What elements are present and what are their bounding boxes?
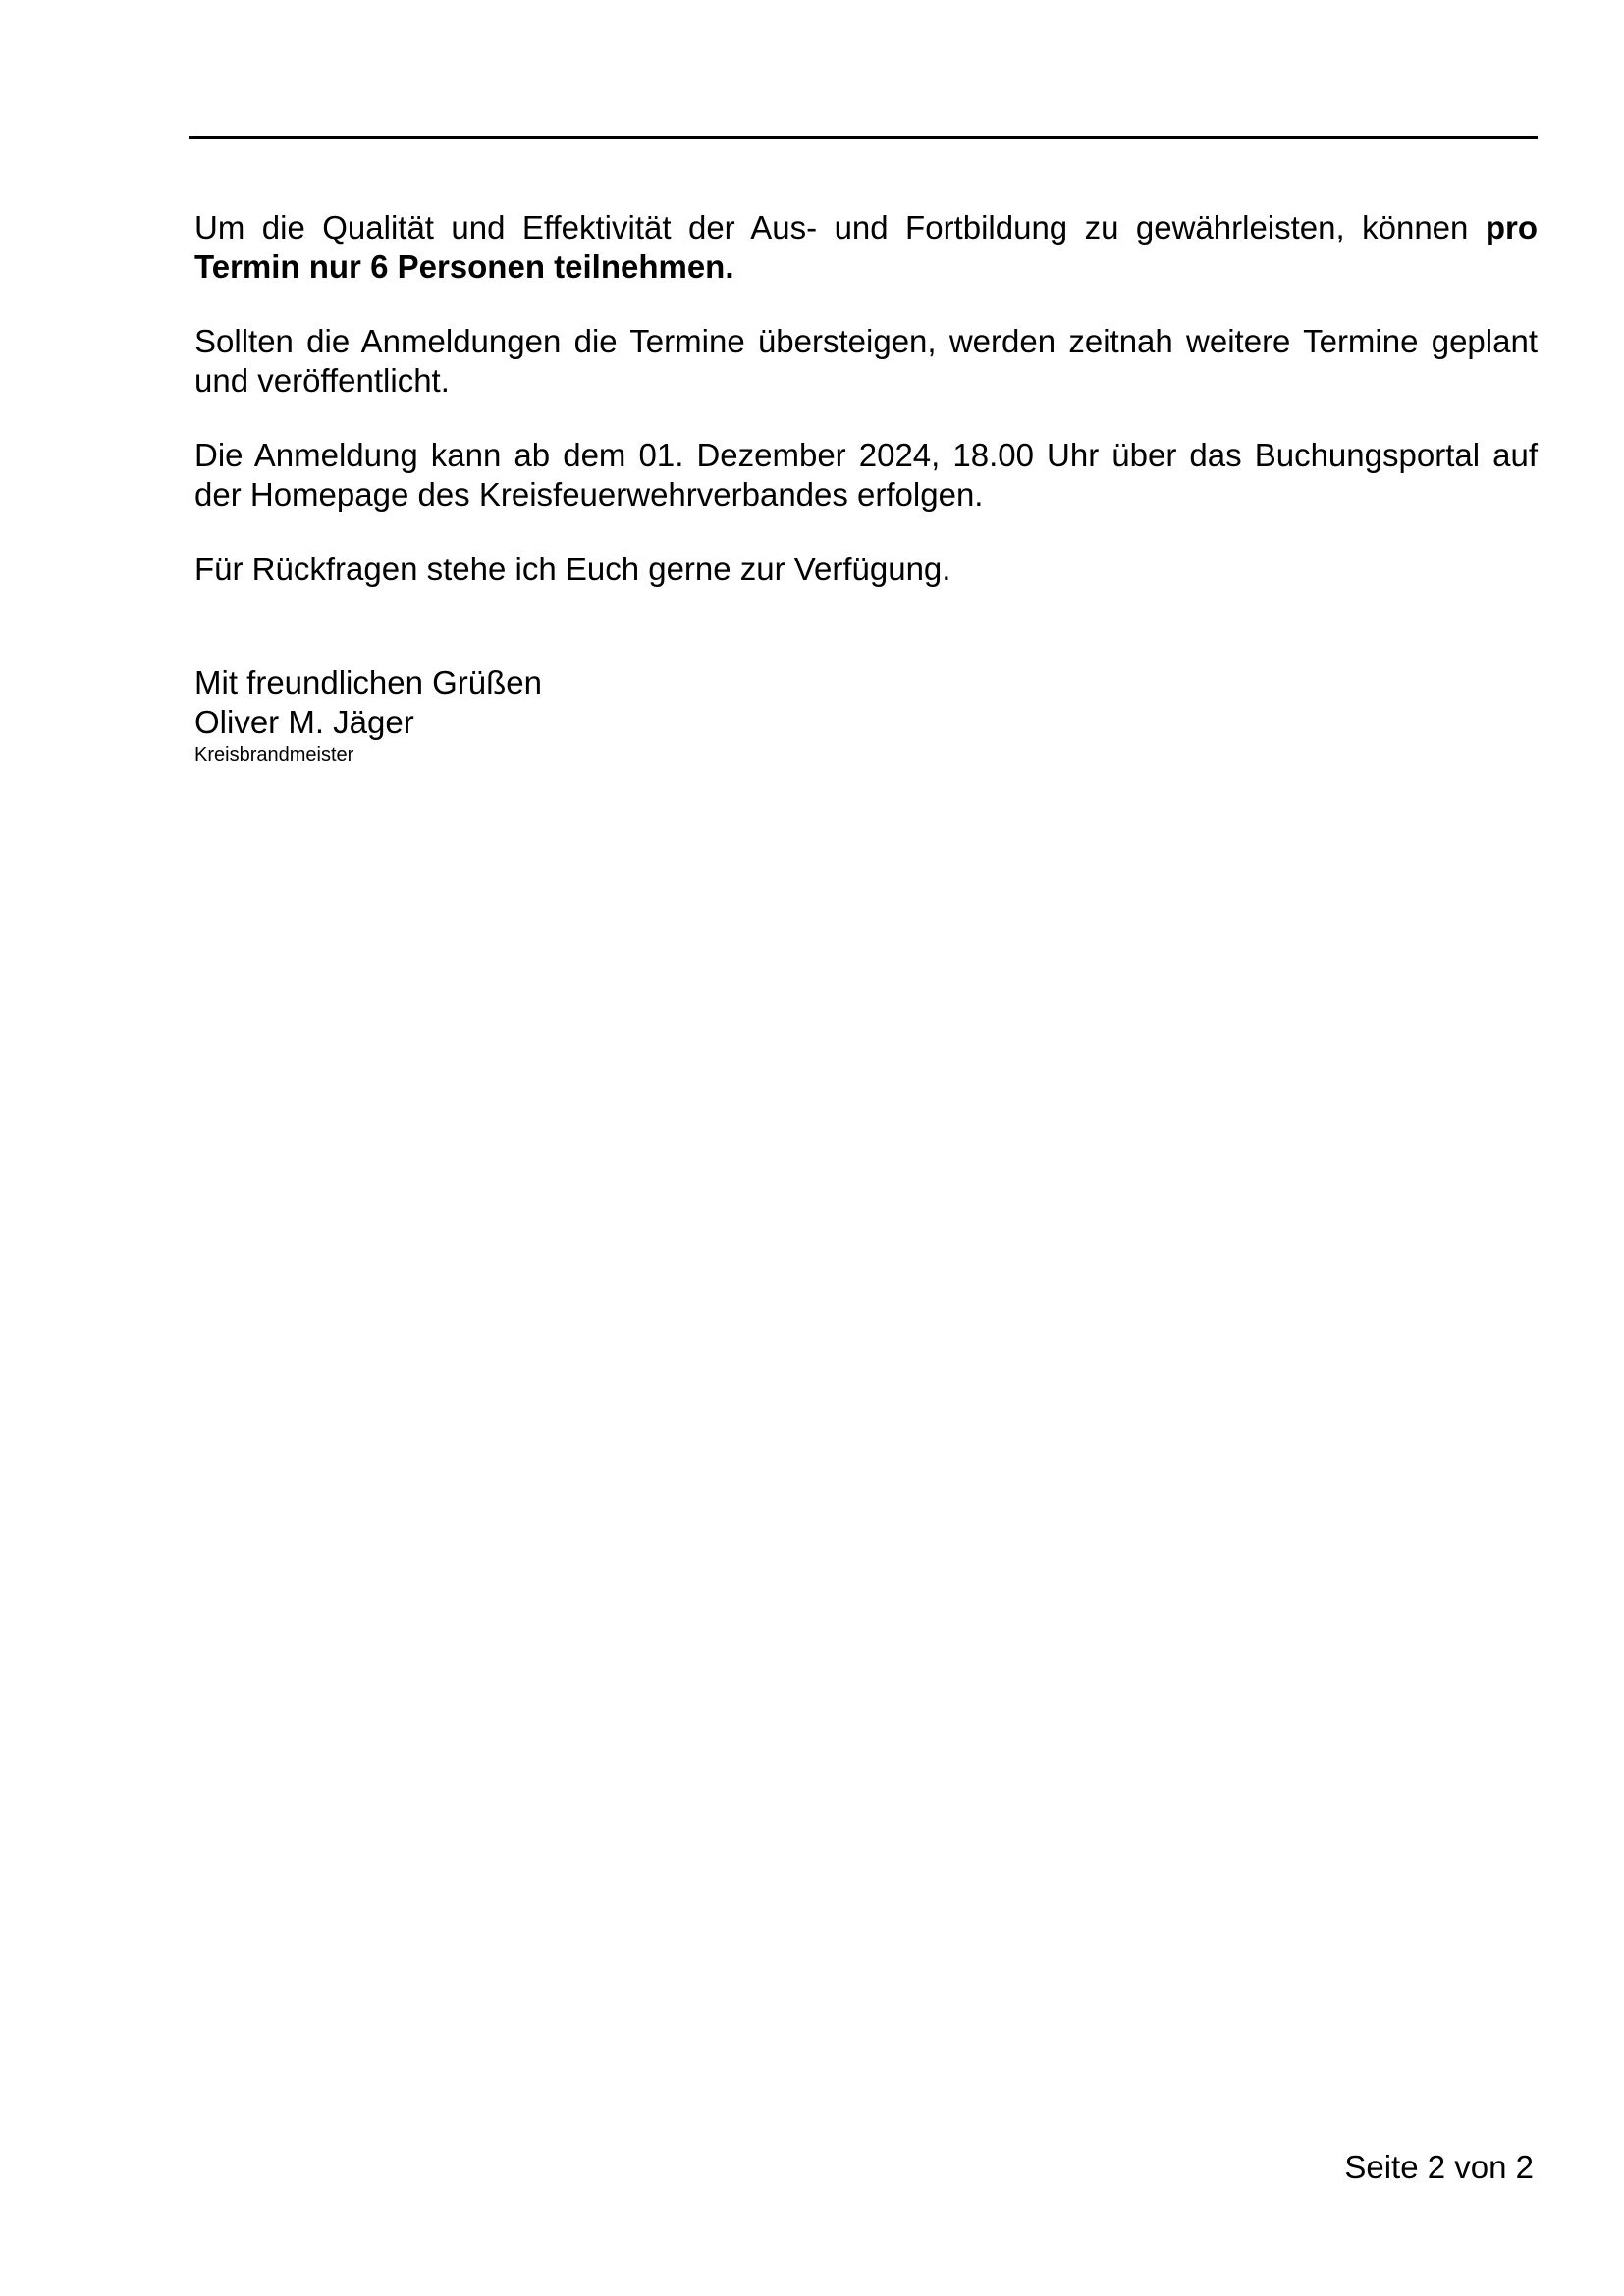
paragraph-participants-emphasis: pro Termin nur 6 Personen teilnehmen. bbox=[194, 209, 1538, 285]
paragraph-registration: Die Anmeldung kann ab dem 01. Dezember 2024, 18.00 Uhr über das Buchungsportal auf der Homepage des Kreisfeuerwehrverbandes erfolgen. bbox=[194, 437, 1538, 512]
letter-body bbox=[194, 208, 1538, 768]
signatory-name: Oliver M. Jäger bbox=[194, 704, 414, 740]
paragraph-participants bbox=[194, 208, 1538, 287]
paragraph-questions: Für Rückfragen stehe ich Euch gerne zur Verfügung. bbox=[194, 551, 951, 587]
signatory-title: Kreisbrandmeister bbox=[194, 744, 354, 766]
paragraph-additional-dates: Sollten die Anmeldungen die Termine übersteigen, werden zeitnah weitere Termine geplant und veröffentlicht. bbox=[194, 323, 1538, 399]
page-number: Seite 2 von 2 bbox=[1344, 2149, 1534, 2185]
paragraph-participants-text: Um die Qualität und Effektivität der Aus- und Fortbildung zu gewährleisten, können bbox=[194, 209, 1486, 245]
closing-block bbox=[194, 664, 1538, 768]
header-divider bbox=[189, 136, 1538, 139]
closing-greeting: Mit freundlichen Grüßen bbox=[194, 665, 542, 701]
